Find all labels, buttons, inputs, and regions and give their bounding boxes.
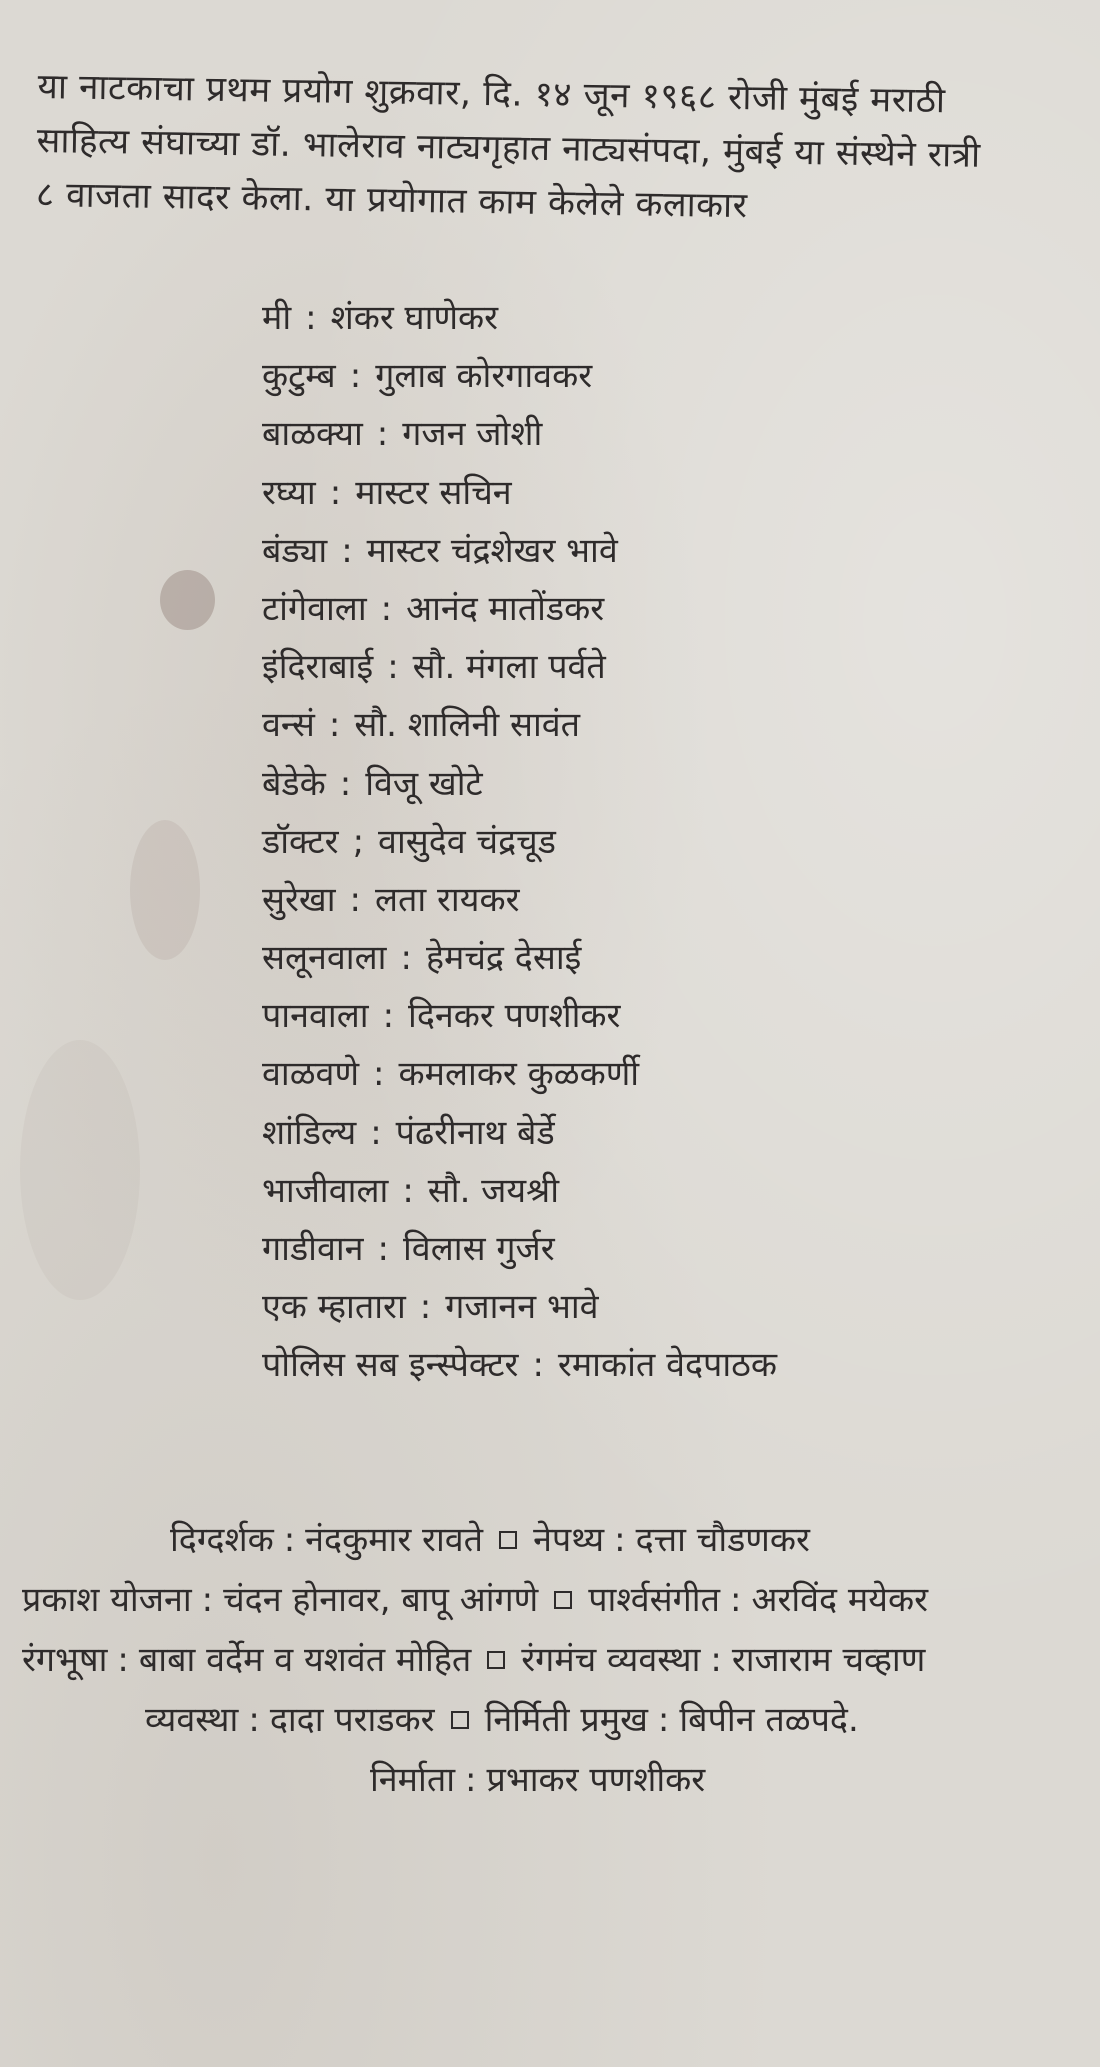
cast-actor: आनंद मातोंडकर <box>406 588 605 629</box>
cast-role: डॉक्टर <box>262 821 339 862</box>
cast-actor: लता रायकर <box>374 879 520 920</box>
cast-separator: : <box>376 414 389 455</box>
credits-line <box>145 1700 859 1740</box>
cast-row <box>262 938 1082 996</box>
cast-role: बाळक्या <box>262 414 363 455</box>
cast-separator: : <box>349 879 361 920</box>
cast-actor: विलास गुर्जर <box>403 1229 555 1269</box>
cast-separator: : <box>532 1345 544 1386</box>
cast-actor: पंढरीनाथ बेर्डे <box>395 1112 555 1153</box>
credit-colon: : <box>248 1700 260 1740</box>
cast-actor: सौ. जयश्री <box>427 1170 560 1211</box>
cast-actor: मास्टर चंद्रशेखर भावे <box>366 530 618 571</box>
credit-colon: : <box>465 1760 477 1800</box>
cast-role: सलूनवाला <box>262 938 387 979</box>
credit-colon: : <box>283 1520 296 1560</box>
cast-actor: शंकर घाणेकर <box>330 298 499 338</box>
cast-actor: हेमचंद्र देसाई <box>425 938 582 979</box>
cast-separator: : <box>339 763 352 804</box>
credit-name: बाबा वर्देम व यशवंत मोहित <box>138 1640 472 1680</box>
credits-line <box>370 1760 705 1800</box>
credit-name: प्रभाकर पणशीकर <box>486 1760 706 1800</box>
cast-separator: : <box>341 530 353 571</box>
cast-row <box>262 589 1082 647</box>
credit-colon: : <box>201 1580 214 1620</box>
credit-role: दिग्दर्शक <box>170 1520 274 1560</box>
cast-row <box>262 1171 1082 1229</box>
cast-role: बंड्या <box>262 530 328 571</box>
premiere-note-line: ८ वाजता सादर केला. या प्रयोगात काम केलेले कलाकार <box>35 174 748 227</box>
cast-row <box>262 764 1082 822</box>
credit-role: प्रकाश योजना <box>22 1580 192 1620</box>
premiere-note-line: साहित्य संघाच्या डॉ. भालेराव नाट्यगृहात नाट्यसंपदा, मुंबई या संस्थेने रात्री <box>36 120 981 176</box>
cast-row <box>262 996 1082 1054</box>
square-bullet-icon <box>487 1651 505 1669</box>
cast-actor: गुलाब कोरगावकर <box>375 356 593 397</box>
credit-role: रंगमंच व्यवस्था <box>521 1640 701 1680</box>
cast-actor: दिनकर पणशीकर <box>408 996 621 1037</box>
cast-separator: : <box>328 705 341 746</box>
paper-stain <box>160 570 215 630</box>
credit-role: निर्माता <box>370 1760 455 1800</box>
credit-role: नेपथ्य <box>533 1520 605 1560</box>
cast-actor: गजानन भावे <box>445 1287 599 1328</box>
square-bullet-icon <box>451 1711 469 1729</box>
credit-role: निर्मिती प्रमुख <box>484 1700 648 1740</box>
paper-stain <box>130 820 200 960</box>
cast-role: पानवाला <box>262 996 369 1037</box>
paper-stain <box>20 1040 140 1300</box>
credit-name: दादा पराडकर <box>269 1700 435 1740</box>
cast-role: वाळवणे <box>262 1054 360 1095</box>
cast-row <box>262 1345 1082 1403</box>
premiere-note <box>35 60 1087 238</box>
square-bullet-icon <box>499 1531 517 1549</box>
cast-separator: : <box>349 356 362 397</box>
cast-row <box>262 1054 1082 1112</box>
cast-separator: : <box>400 938 412 979</box>
cast-actor: कमलाकर कुळकर्णी <box>398 1054 640 1095</box>
cast-role: एक म्हातारा <box>262 1287 406 1328</box>
cast-row <box>262 1113 1082 1171</box>
cast-separator: : <box>387 647 399 688</box>
cast-actor: गजन जोशी <box>402 414 543 455</box>
credits-line <box>170 1520 810 1560</box>
cast-role: वन्सं <box>262 705 315 746</box>
cast-separator: : <box>305 298 317 338</box>
credit-colon: : <box>657 1700 670 1740</box>
cast-separator: : <box>373 1054 385 1095</box>
cast-actor: रमाकांत वेदपाठक <box>557 1345 778 1386</box>
credit-colon: : <box>614 1520 626 1560</box>
cast-row <box>262 1229 1082 1287</box>
cast-row <box>262 473 1082 531</box>
cast-separator: : <box>377 1229 389 1269</box>
cast-row <box>262 822 1082 880</box>
credit-colon: : <box>710 1640 722 1680</box>
cast-role: इंदिराबाई <box>262 647 374 688</box>
credit-name: दत्ता चौडणकर <box>635 1520 810 1560</box>
cast-separator: : <box>370 1112 382 1153</box>
square-bullet-icon <box>554 1591 572 1609</box>
cast-list <box>262 298 1082 1404</box>
cast-role: सुरेखा <box>262 879 336 920</box>
cast-row <box>262 356 1082 414</box>
cast-row <box>262 880 1082 938</box>
cast-role: शांडिल्य <box>262 1112 357 1153</box>
cast-actor: सौ. शालिनी सावंत <box>354 705 581 746</box>
cast-separator: : <box>419 1287 432 1328</box>
cast-role: पोलिस सब इन्स्पेक्टर <box>262 1345 519 1386</box>
cast-separator: : <box>380 588 393 629</box>
cast-row <box>262 1287 1082 1345</box>
credits-line <box>22 1580 928 1620</box>
cast-row <box>262 531 1082 589</box>
cast-role: कुटुम्ब <box>262 356 336 397</box>
cast-separator: : <box>382 996 395 1037</box>
cast-row <box>262 647 1082 705</box>
credit-role: पार्श्वसंगीत <box>588 1580 720 1620</box>
credit-colon: : <box>730 1580 742 1620</box>
credit-role: व्यवस्था <box>145 1700 239 1740</box>
cast-role: मी <box>262 298 292 338</box>
cast-actor: सौ. मंगला पर्वते <box>412 647 606 688</box>
cast-actor: विजू खोटे <box>365 763 483 804</box>
cast-row <box>262 298 1082 356</box>
credit-colon: : <box>117 1640 129 1680</box>
cast-role: गाडीवान <box>262 1229 364 1269</box>
cast-role: बेडेके <box>262 763 326 804</box>
cast-separator: : <box>402 1170 414 1211</box>
cast-row <box>262 705 1082 763</box>
cast-row <box>262 414 1082 472</box>
cast-separator: : <box>329 472 342 513</box>
cast-actor: वासुदेव चंद्रचूड <box>378 821 556 862</box>
cast-separator: ; <box>352 821 365 862</box>
cast-actor: मास्टर सचिन <box>355 472 512 513</box>
cast-role: रघ्या <box>262 472 316 513</box>
credit-name: नंदकुमार रावते <box>305 1520 484 1560</box>
credit-name: बिपीन तळपदे. <box>679 1700 859 1740</box>
credit-name: चंदन होनावर, बापू आंगणे <box>223 1580 539 1620</box>
credit-name: राजाराम चव्हाण <box>731 1640 926 1680</box>
premiere-note-line: या नाटकाचा प्रथम प्रयोग शुक्रवार, दि. १४ जून १९६८ रोजी मुंबई मराठी <box>37 66 946 122</box>
cast-role: भाजीवाला <box>262 1170 389 1211</box>
credit-name: अरविंद मयेकर <box>751 1580 928 1620</box>
credits-line <box>22 1640 925 1680</box>
credit-role: रंगभूषा <box>22 1640 108 1680</box>
cast-role: टांगेवाला <box>262 588 367 629</box>
